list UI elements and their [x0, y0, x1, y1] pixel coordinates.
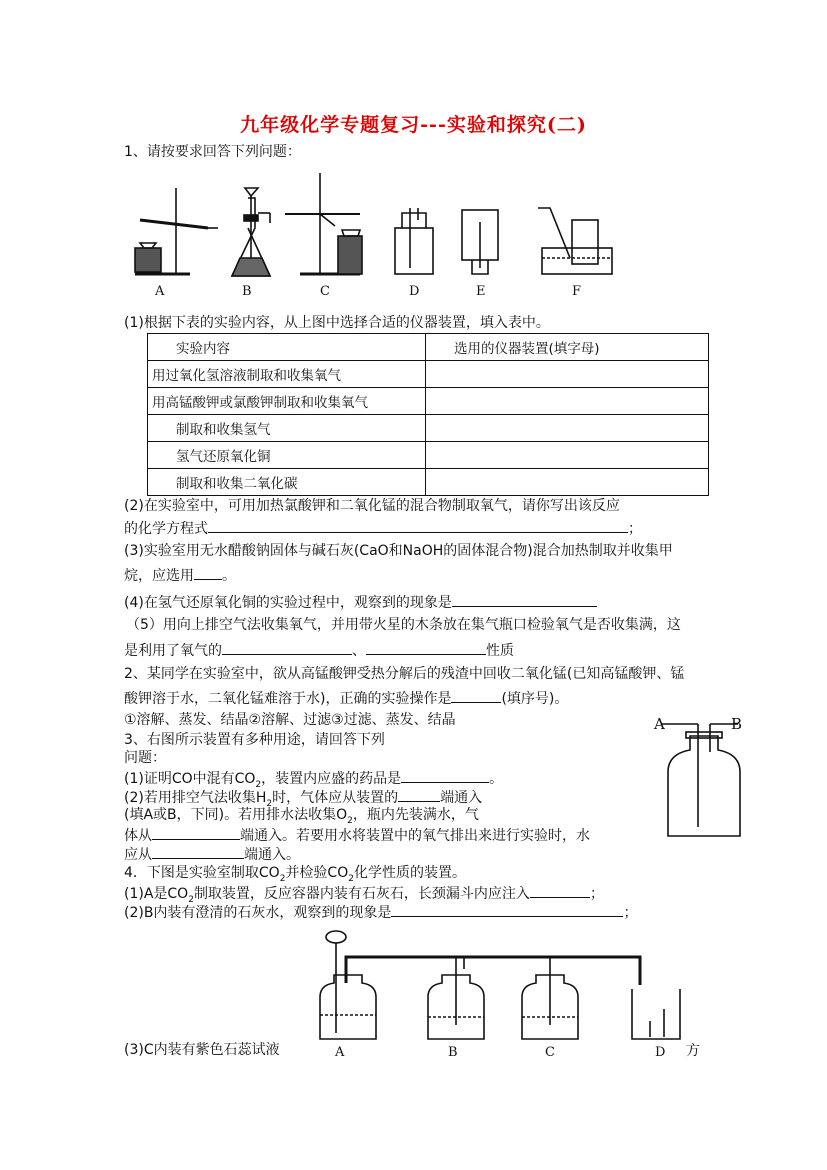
q3-part1-text-b: ，装置内应盛的药品是: [261, 771, 402, 787]
q2-line1: 2、某同学在实验室中，欲从高锰酸钾受热分解后的残渣中回收二氧化锰(已知高锰酸钾、锰: [124, 666, 685, 682]
q1-part4: [124, 592, 597, 612]
table-cell-content: 用高锰酸钾或氯酸钾制取和收集氧气: [148, 388, 426, 415]
q1-part2-line1: (2)在实验室中，可用加热氯酸钾和二氧化锰的混合物制取氧气，请你写出该反应: [124, 498, 620, 514]
subscript: 2: [188, 894, 194, 905]
apparatus-label-f: F: [572, 284, 582, 299]
table-answer-cell[interactable]: [426, 361, 709, 388]
table-answer-cell[interactable]: [426, 469, 709, 496]
q3-part2-text-b: 时，气体应从装置的: [272, 790, 399, 806]
apparatus-label-d: D: [409, 284, 420, 299]
q4-part2-end: ；: [623, 905, 638, 921]
q1-part5-line1: （5）用向上排空气法收集氧气，并用带火星的木条放在集气瓶口检验氧气是否收集满，这: [126, 617, 681, 633]
q4-text: 4．下图是实验室制取CO: [124, 865, 280, 881]
subscript: 2: [266, 798, 273, 809]
q4-part2-text: (2)B内装有澄清的石灰水，观察到的现象是: [124, 905, 392, 921]
q3-part5-text: 应从: [124, 847, 152, 863]
table-cell-content: 制取和收集二氧化碳: [148, 469, 426, 496]
q1-part1: (1)根据下表的实验内容，从上图中选择合适的仪器装置，填入表中。: [124, 315, 550, 331]
answer-blank[interactable]: [391, 902, 623, 917]
subscript: 2: [347, 815, 353, 826]
answer-blank[interactable]: [208, 518, 628, 533]
q1-part5-sep: 、: [352, 643, 366, 659]
apparatus-label-b: B: [242, 284, 252, 299]
figure-label-a: A: [335, 1045, 345, 1060]
figure-label-b: B: [448, 1045, 458, 1060]
q4-part3: (3)C内装有紫色石蕊试液: [124, 1042, 280, 1058]
answer-blank[interactable]: [222, 640, 352, 655]
apparatus-label-a: A: [155, 284, 165, 299]
q4-part3-end: 方: [686, 1043, 700, 1059]
q3-part4: [124, 825, 590, 845]
apparatus-label-e: E: [476, 284, 486, 299]
table-answer-cell[interactable]: [426, 388, 709, 415]
answer-blank[interactable]: [366, 640, 486, 655]
answer-blank[interactable]: [451, 688, 501, 703]
apparatus-figure-1: [120, 168, 620, 303]
q3-line2: 问题：: [124, 750, 166, 766]
q2-text: 酸钾溶于水，二氧化锰难溶于水)，正确的实验操作是: [124, 691, 452, 707]
q3-part4-text: 体从: [124, 828, 152, 844]
q1-intro: 1、请按要求回答下列问题：: [124, 144, 301, 160]
table-answer-cell[interactable]: [426, 442, 709, 469]
co2-apparatus-figure: [310, 925, 690, 1045]
q1-part4-text: (4)在氢气还原氧化铜的实验过程中，观察到的现象是: [124, 595, 452, 611]
q3-part4-text-b: 端通入。若要用水将装置中的氧气排出来进行实验时，水: [240, 828, 590, 844]
q1-part5-line2: [124, 640, 514, 660]
q4-part1-end: ；: [589, 886, 604, 902]
subscript: 2: [279, 873, 286, 884]
table-answer-cell[interactable]: [426, 415, 709, 442]
table-cell-content: 氢气还原氧化铜: [148, 442, 426, 469]
experiment-table: [147, 333, 709, 496]
table-row: [148, 415, 709, 442]
page-title: 九年级化学专题复习---实验和探究(二): [240, 114, 587, 136]
q4-part2: [124, 902, 637, 922]
figure-label-d: D: [655, 1045, 666, 1060]
answer-blank[interactable]: [530, 883, 590, 898]
q3-line1: 3、右图所示装置有多种用途，请回答下列: [124, 732, 385, 748]
answer-blank[interactable]: [398, 787, 440, 802]
q4-part1-text: (1)A是CO: [124, 886, 189, 902]
table-row: [148, 361, 709, 388]
answer-blank[interactable]: [452, 592, 597, 607]
q3-part2-text: (2)若用排空气法收集H: [124, 790, 267, 806]
q1-part2-end: ；: [628, 521, 642, 537]
q2-end: (填序号)。: [501, 691, 569, 707]
q3-part5: [124, 844, 300, 864]
subscript: 2: [348, 873, 354, 884]
q4-text-b: 并检验CO: [285, 865, 349, 881]
q1-part3-line2: [124, 565, 236, 585]
q4-part1-text-b: 制取装置，反应容器内装有石灰石，长颈漏斗内应注入: [193, 886, 530, 902]
answer-blank[interactable]: [152, 844, 244, 859]
q3-part5-text-b: 端通入。: [244, 847, 300, 863]
answer-blank[interactable]: [401, 768, 489, 783]
q4-text-c: 化学性质的装置。: [353, 865, 466, 881]
q1-part3-text: 烷，应选用: [124, 568, 194, 584]
bottle-label-a: A: [654, 715, 665, 733]
answer-blank[interactable]: [152, 825, 240, 840]
bottle-label-b: B: [731, 715, 743, 733]
table-cell-content: 用过氧化氢溶液制取和收集氧气: [148, 361, 426, 388]
q2-options: ①溶解、蒸发、结晶②溶解、过滤③过滤、蒸发、结晶: [124, 712, 456, 728]
table-row: [148, 388, 709, 415]
q2-line2: [124, 688, 568, 708]
q3-part1-text: (1)证明CO中混有CO: [124, 771, 256, 787]
q3-part3-text: (填A或B，下同)。若用排水法收集O: [124, 807, 348, 823]
table-header-apparatus: 选用的仪器装置(填字母): [426, 334, 709, 361]
q3-part1-end: 。: [489, 771, 504, 787]
subscript: 2: [255, 779, 262, 790]
table-row: [148, 469, 709, 496]
q1-part3-line1: (3)实验室用无水醋酸钠固体与碱石灰(CaO和NaOH的固体混合物)混合加热制取并收集甲: [124, 543, 673, 559]
table-row: [148, 442, 709, 469]
table-header-content: 实验内容: [148, 334, 426, 361]
figure-label-c: C: [545, 1045, 555, 1060]
q3-part3-text-b: ，瓶内先装满水，气: [352, 807, 479, 823]
q3-part2-end: 端通入: [440, 790, 483, 806]
answer-blank[interactable]: [194, 565, 222, 580]
q1-part5-text: 是利用了氧气的: [124, 643, 222, 659]
table-cell-content: 制取和收集氢气: [148, 415, 426, 442]
q1-part3-end: 。: [222, 568, 236, 584]
apparatus-label-c: C: [320, 284, 330, 299]
q1-part5-end: 性质: [486, 643, 514, 659]
q1-part2-text: 的化学方程式: [124, 521, 208, 537]
q1-part2-line2: [124, 518, 642, 538]
